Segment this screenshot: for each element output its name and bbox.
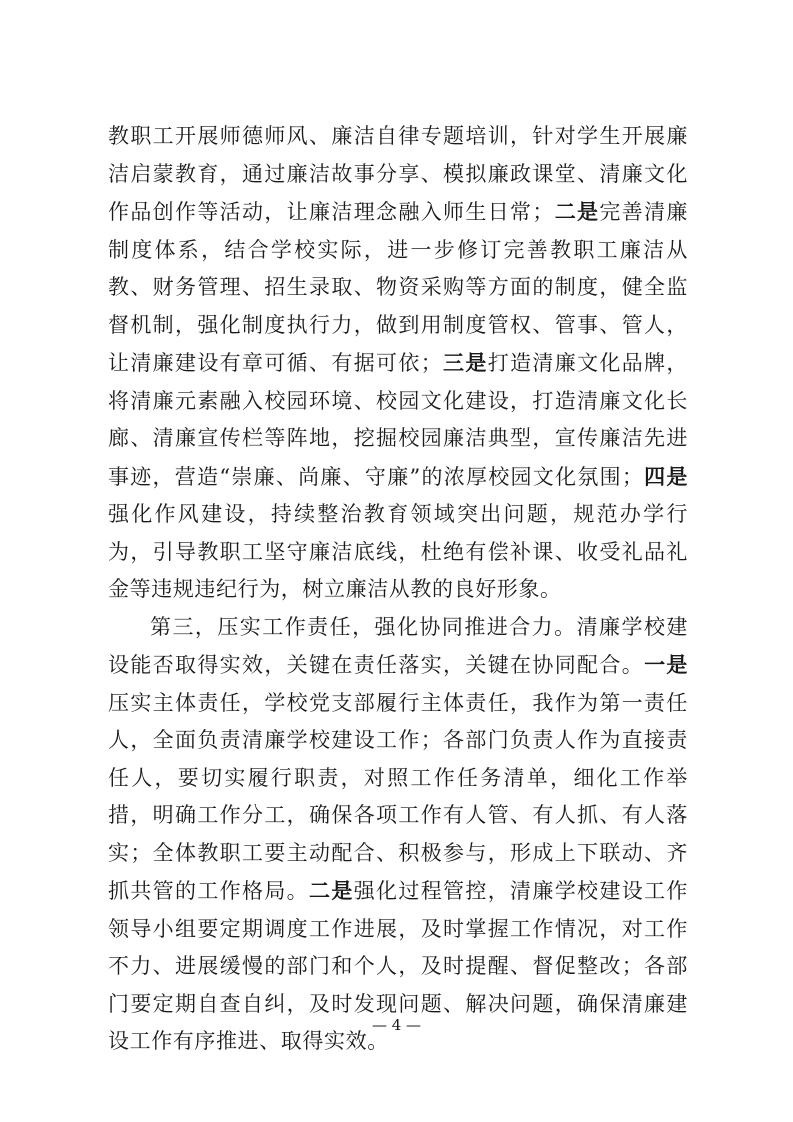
text-segment: 第三，压实工作责任，强化协同推进合力。清廉学校建设能否取得实效，关键在责任落实，关键在协同配合。	[108, 614, 688, 677]
body-text	[108, 118, 688, 1061]
text-segment: 教职工开展师德师风、廉洁自律专题培训，针对学生开展廉洁启蒙教育，通过廉洁故事分享、模拟廉政课堂、清廉文化作品创作等活动，让廉洁理念融入师生日常；	[108, 124, 688, 224]
bold-marker: 二是	[553, 199, 600, 224]
bold-marker: 三是	[442, 350, 488, 375]
bold-marker: 四是	[643, 463, 688, 489]
text-segment: 打造清廉文化品牌，将清廉元素融入校园环境、校园文化建设，打造清廉文化长廊、清廉宣传栏等阵地，挖掘校园廉洁典型，宣传廉洁先进事迹，营造“崇廉、尚廉、守廉”的浓厚校园文化氛围；	[108, 351, 689, 489]
bold-marker: 一是	[644, 652, 688, 677]
paragraph-continued	[108, 118, 688, 609]
text-segment: 完善清廉制度体系，结合学校实际，进一步修订完善教职工廉洁从教、财务管理、招生录取、物资采购等方面的制度，健全监督机制，强化制度执行力，做到用制度管权、管事、管人，让清廉建设有章可循、有据可依；	[108, 200, 689, 375]
paragraph-third-point	[108, 609, 688, 1061]
text-segment: 强化过程管控，清廉学校建设工作领导小组要定期调度工作进展，及时掌握工作情况，对工作不力、进展缓慢的部门和个人，及时提醒、督促整改；各部门要定期自查自纠，及时发现问题、解决问题，确保清廉建设工作有序推进、取得实效。	[108, 879, 689, 1053]
text-segment: 强化作风建设，持续整治教育领域突出问题，规范办学行为，引导教职工坚守廉洁底线，杜绝有偿补课、收受礼品礼金等违规违纪行为，树立廉洁从教的良好形象。	[108, 502, 688, 601]
page-number: — 4 —	[371, 1016, 422, 1034]
bold-marker: 二是	[309, 878, 354, 903]
text-segment: 压实主体责任，学校党支部履行主体责任，我作为第一责任人，全面负责清廉学校建设工作；各部门负责人作为直接责任人，要切实履行职责，对照工作任务清单，细化工作举措，明确工作分工，确保各项工作有人管、有人抓、有人落实；全体教职工要主动配合、积极参与，形成上下联动、齐抓共管的工作格局。	[108, 690, 688, 903]
